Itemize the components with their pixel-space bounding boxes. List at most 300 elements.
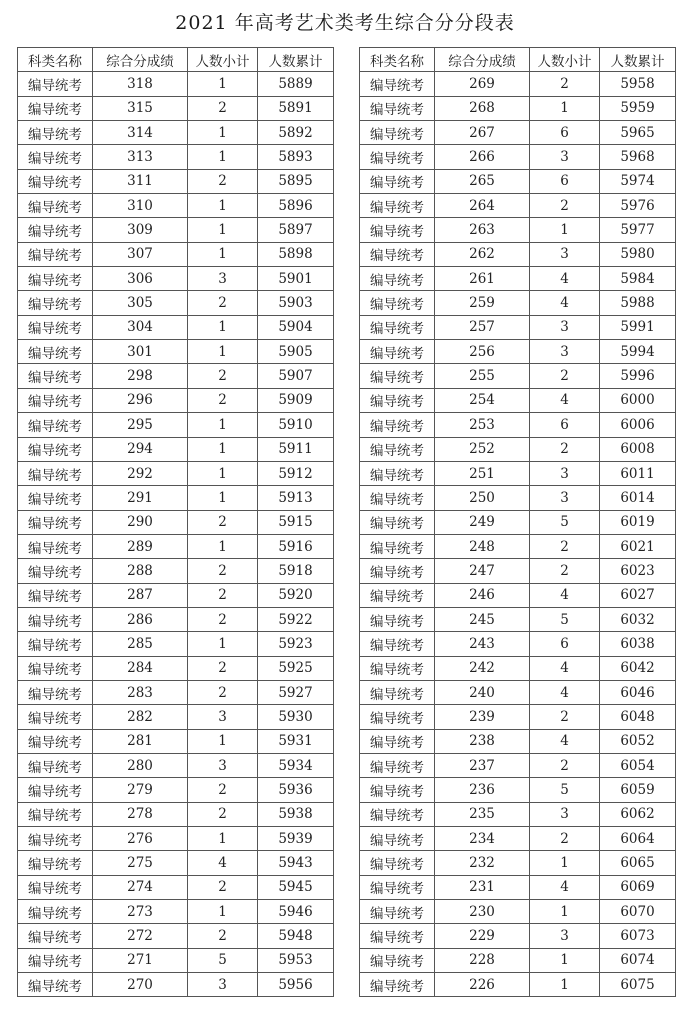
cell-score: 274 bbox=[93, 875, 188, 899]
table-row bbox=[360, 924, 676, 948]
cell-category: 编导统考 bbox=[18, 973, 93, 997]
cell-count: 2 bbox=[188, 656, 258, 680]
table-row bbox=[360, 973, 676, 997]
cell-category: 编导统考 bbox=[18, 729, 93, 753]
cell-cumulative: 6070 bbox=[600, 900, 676, 924]
table-row bbox=[18, 583, 334, 607]
cell-cumulative: 6023 bbox=[600, 559, 676, 583]
cell-category: 编导统考 bbox=[360, 680, 435, 704]
table-row bbox=[18, 461, 334, 485]
cell-cumulative: 5922 bbox=[258, 607, 334, 631]
cell-cumulative: 5923 bbox=[258, 632, 334, 656]
cell-score: 313 bbox=[93, 145, 188, 169]
cell-category: 编导统考 bbox=[360, 534, 435, 558]
cell-category: 编导统考 bbox=[18, 145, 93, 169]
table-row bbox=[360, 559, 676, 583]
cell-cumulative: 5915 bbox=[258, 510, 334, 534]
cell-score: 252 bbox=[435, 437, 530, 461]
cell-category: 编导统考 bbox=[360, 802, 435, 826]
cell-score: 257 bbox=[435, 315, 530, 339]
cell-score: 237 bbox=[435, 753, 530, 777]
cell-count: 2 bbox=[188, 364, 258, 388]
cell-count: 1 bbox=[530, 218, 600, 242]
cell-count: 6 bbox=[530, 169, 600, 193]
cell-category: 编导统考 bbox=[18, 559, 93, 583]
cell-score: 284 bbox=[93, 656, 188, 680]
cell-score: 285 bbox=[93, 632, 188, 656]
cell-score: 309 bbox=[93, 218, 188, 242]
cell-cumulative: 5925 bbox=[258, 656, 334, 680]
cell-cumulative: 5920 bbox=[258, 583, 334, 607]
cell-count: 3 bbox=[188, 973, 258, 997]
cell-score: 296 bbox=[93, 388, 188, 412]
table-row bbox=[360, 900, 676, 924]
cell-cumulative: 5991 bbox=[600, 315, 676, 339]
cell-score: 305 bbox=[93, 291, 188, 315]
cell-count: 3 bbox=[188, 705, 258, 729]
cell-count: 2 bbox=[530, 364, 600, 388]
table-row bbox=[360, 388, 676, 412]
cell-score: 261 bbox=[435, 267, 530, 291]
cell-category: 编导统考 bbox=[18, 924, 93, 948]
cell-count: 4 bbox=[188, 851, 258, 875]
table-row bbox=[360, 656, 676, 680]
table-row bbox=[18, 364, 334, 388]
cell-score: 278 bbox=[93, 802, 188, 826]
cell-score: 236 bbox=[435, 778, 530, 802]
cell-count: 3 bbox=[188, 267, 258, 291]
table-row bbox=[360, 851, 676, 875]
cell-count: 2 bbox=[188, 583, 258, 607]
cell-score: 281 bbox=[93, 729, 188, 753]
cell-score: 301 bbox=[93, 340, 188, 364]
cell-cumulative: 5913 bbox=[258, 486, 334, 510]
table-row bbox=[18, 705, 334, 729]
cell-count: 2 bbox=[530, 437, 600, 461]
header-score: 综合分成绩 bbox=[93, 48, 188, 72]
cell-category: 编导统考 bbox=[360, 145, 435, 169]
table-row bbox=[18, 242, 334, 266]
table-row bbox=[360, 729, 676, 753]
table-row bbox=[18, 753, 334, 777]
table-row bbox=[18, 72, 334, 96]
cell-count: 6 bbox=[530, 121, 600, 145]
cell-category: 编导统考 bbox=[18, 607, 93, 631]
table-row bbox=[18, 778, 334, 802]
cell-count: 2 bbox=[188, 875, 258, 899]
cell-score: 226 bbox=[435, 973, 530, 997]
cell-score: 271 bbox=[93, 948, 188, 972]
header-category: 科类名称 bbox=[18, 48, 93, 72]
cell-count: 2 bbox=[530, 705, 600, 729]
cell-cumulative: 5904 bbox=[258, 315, 334, 339]
cell-cumulative: 6048 bbox=[600, 705, 676, 729]
cell-count: 1 bbox=[188, 121, 258, 145]
cell-score: 306 bbox=[93, 267, 188, 291]
cell-category: 编导统考 bbox=[360, 656, 435, 680]
cell-count: 4 bbox=[530, 291, 600, 315]
cell-cumulative: 5911 bbox=[258, 437, 334, 461]
cell-count: 2 bbox=[530, 753, 600, 777]
table-row bbox=[18, 291, 334, 315]
cell-cumulative: 5903 bbox=[258, 291, 334, 315]
cell-count: 4 bbox=[530, 583, 600, 607]
cell-cumulative: 6027 bbox=[600, 583, 676, 607]
cell-score: 314 bbox=[93, 121, 188, 145]
cell-count: 1 bbox=[188, 827, 258, 851]
cell-count: 3 bbox=[530, 461, 600, 485]
cell-category: 编导统考 bbox=[360, 753, 435, 777]
cell-count: 1 bbox=[530, 96, 600, 120]
cell-count: 1 bbox=[188, 534, 258, 558]
table-row bbox=[360, 96, 676, 120]
cell-cumulative: 5896 bbox=[258, 194, 334, 218]
score-table-right bbox=[359, 47, 676, 997]
cell-count: 3 bbox=[530, 802, 600, 826]
cell-count: 1 bbox=[188, 437, 258, 461]
table-row bbox=[360, 827, 676, 851]
cell-count: 1 bbox=[188, 145, 258, 169]
cell-score: 239 bbox=[435, 705, 530, 729]
table-row bbox=[18, 729, 334, 753]
cell-count: 2 bbox=[188, 924, 258, 948]
table-row bbox=[18, 900, 334, 924]
header-count: 人数小计 bbox=[530, 48, 600, 72]
cell-cumulative: 5946 bbox=[258, 900, 334, 924]
cell-score: 248 bbox=[435, 534, 530, 558]
table-row bbox=[18, 948, 334, 972]
table-row bbox=[360, 315, 676, 339]
cell-count: 2 bbox=[188, 510, 258, 534]
cell-count: 4 bbox=[530, 656, 600, 680]
cell-score: 255 bbox=[435, 364, 530, 388]
cell-cumulative: 6073 bbox=[600, 924, 676, 948]
cell-count: 5 bbox=[188, 948, 258, 972]
cell-cumulative: 6019 bbox=[600, 510, 676, 534]
cell-count: 2 bbox=[188, 388, 258, 412]
cell-cumulative: 5895 bbox=[258, 169, 334, 193]
cell-count: 2 bbox=[188, 169, 258, 193]
cell-cumulative: 5939 bbox=[258, 827, 334, 851]
cell-score: 243 bbox=[435, 632, 530, 656]
cell-category: 编导统考 bbox=[18, 194, 93, 218]
cell-score: 311 bbox=[93, 169, 188, 193]
cell-cumulative: 5907 bbox=[258, 364, 334, 388]
cell-category: 编导统考 bbox=[360, 96, 435, 120]
cell-cumulative: 6038 bbox=[600, 632, 676, 656]
cell-cumulative: 5938 bbox=[258, 802, 334, 826]
cell-category: 编导统考 bbox=[360, 413, 435, 437]
cell-score: 265 bbox=[435, 169, 530, 193]
cell-score: 228 bbox=[435, 948, 530, 972]
header-row bbox=[360, 48, 676, 72]
cell-count: 1 bbox=[530, 900, 600, 924]
cell-category: 编导统考 bbox=[18, 875, 93, 899]
cell-score: 307 bbox=[93, 242, 188, 266]
table-row bbox=[360, 437, 676, 461]
cell-count: 5 bbox=[530, 778, 600, 802]
cell-cumulative: 5996 bbox=[600, 364, 676, 388]
cell-category: 编导统考 bbox=[18, 851, 93, 875]
table-row bbox=[18, 437, 334, 461]
cell-category: 编导统考 bbox=[18, 96, 93, 120]
cell-category: 编导统考 bbox=[360, 559, 435, 583]
cell-category: 编导统考 bbox=[18, 510, 93, 534]
cell-count: 1 bbox=[188, 242, 258, 266]
cell-count: 4 bbox=[530, 680, 600, 704]
cell-cumulative: 5910 bbox=[258, 413, 334, 437]
table-row bbox=[18, 486, 334, 510]
cell-score: 291 bbox=[93, 486, 188, 510]
cell-score: 256 bbox=[435, 340, 530, 364]
cell-category: 编导统考 bbox=[18, 315, 93, 339]
cell-score: 267 bbox=[435, 121, 530, 145]
cell-cumulative: 5976 bbox=[600, 194, 676, 218]
table-row bbox=[360, 169, 676, 193]
cell-cumulative: 5909 bbox=[258, 388, 334, 412]
cell-score: 283 bbox=[93, 680, 188, 704]
table-row bbox=[18, 267, 334, 291]
cell-cumulative: 5901 bbox=[258, 267, 334, 291]
cell-category: 编导统考 bbox=[360, 194, 435, 218]
cell-cumulative: 5912 bbox=[258, 461, 334, 485]
cell-category: 编导统考 bbox=[18, 534, 93, 558]
cell-count: 1 bbox=[188, 72, 258, 96]
cell-cumulative: 5956 bbox=[258, 973, 334, 997]
cell-score: 289 bbox=[93, 534, 188, 558]
cell-cumulative: 5953 bbox=[258, 948, 334, 972]
table-row bbox=[360, 121, 676, 145]
table-row bbox=[18, 145, 334, 169]
cell-score: 240 bbox=[435, 680, 530, 704]
table-row bbox=[360, 194, 676, 218]
cell-cumulative: 6062 bbox=[600, 802, 676, 826]
cell-category: 编导统考 bbox=[360, 121, 435, 145]
table-row bbox=[360, 145, 676, 169]
table-row bbox=[360, 267, 676, 291]
cell-cumulative: 6021 bbox=[600, 534, 676, 558]
cell-category: 编导统考 bbox=[360, 291, 435, 315]
cell-count: 2 bbox=[188, 778, 258, 802]
table-row bbox=[18, 96, 334, 120]
table-row bbox=[18, 656, 334, 680]
cell-cumulative: 6032 bbox=[600, 607, 676, 631]
cell-score: 235 bbox=[435, 802, 530, 826]
cell-count: 2 bbox=[188, 680, 258, 704]
cell-count: 1 bbox=[188, 340, 258, 364]
cell-score: 264 bbox=[435, 194, 530, 218]
cell-category: 编导统考 bbox=[360, 778, 435, 802]
table-row bbox=[360, 510, 676, 534]
header-cumulative: 人数累计 bbox=[600, 48, 676, 72]
table-row bbox=[18, 413, 334, 437]
table-row bbox=[360, 680, 676, 704]
cell-category: 编导统考 bbox=[18, 778, 93, 802]
table-row bbox=[18, 388, 334, 412]
cell-score: 238 bbox=[435, 729, 530, 753]
cell-count: 4 bbox=[530, 267, 600, 291]
cell-category: 编导统考 bbox=[360, 461, 435, 485]
cell-score: 287 bbox=[93, 583, 188, 607]
cell-cumulative: 5905 bbox=[258, 340, 334, 364]
table-row bbox=[360, 291, 676, 315]
cell-count: 3 bbox=[530, 145, 600, 169]
cell-category: 编导统考 bbox=[360, 364, 435, 388]
cell-cumulative: 6075 bbox=[600, 973, 676, 997]
cell-count: 1 bbox=[188, 315, 258, 339]
cell-score: 275 bbox=[93, 851, 188, 875]
cell-count: 2 bbox=[530, 194, 600, 218]
cell-category: 编导统考 bbox=[18, 948, 93, 972]
cell-category: 编导统考 bbox=[18, 437, 93, 461]
table-row bbox=[18, 534, 334, 558]
table-row bbox=[18, 559, 334, 583]
cell-cumulative: 5892 bbox=[258, 121, 334, 145]
cell-category: 编导统考 bbox=[360, 900, 435, 924]
header-score: 综合分成绩 bbox=[435, 48, 530, 72]
table-row bbox=[360, 413, 676, 437]
header-count: 人数小计 bbox=[188, 48, 258, 72]
cell-cumulative: 5936 bbox=[258, 778, 334, 802]
cell-category: 编导统考 bbox=[18, 242, 93, 266]
table-row bbox=[360, 242, 676, 266]
cell-count: 1 bbox=[188, 486, 258, 510]
table-row bbox=[360, 753, 676, 777]
cell-count: 4 bbox=[530, 875, 600, 899]
cell-category: 编导统考 bbox=[360, 72, 435, 96]
cell-category: 编导统考 bbox=[18, 632, 93, 656]
header-cumulative: 人数累计 bbox=[258, 48, 334, 72]
cell-cumulative: 6011 bbox=[600, 461, 676, 485]
table-row bbox=[360, 218, 676, 242]
table-row bbox=[18, 315, 334, 339]
cell-count: 2 bbox=[188, 96, 258, 120]
cell-count: 1 bbox=[188, 729, 258, 753]
cell-cumulative: 5893 bbox=[258, 145, 334, 169]
cell-score: 295 bbox=[93, 413, 188, 437]
cell-score: 270 bbox=[93, 973, 188, 997]
cell-cumulative: 6064 bbox=[600, 827, 676, 851]
cell-category: 编导统考 bbox=[360, 437, 435, 461]
cell-cumulative: 5930 bbox=[258, 705, 334, 729]
cell-score: 253 bbox=[435, 413, 530, 437]
cell-count: 2 bbox=[188, 291, 258, 315]
cell-cumulative: 5898 bbox=[258, 242, 334, 266]
cell-category: 编导统考 bbox=[360, 607, 435, 631]
cell-category: 编导统考 bbox=[360, 242, 435, 266]
cell-cumulative: 5943 bbox=[258, 851, 334, 875]
cell-category: 编导统考 bbox=[360, 486, 435, 510]
cell-count: 1 bbox=[188, 632, 258, 656]
cell-category: 编导统考 bbox=[18, 364, 93, 388]
cell-count: 2 bbox=[530, 534, 600, 558]
cell-cumulative: 6074 bbox=[600, 948, 676, 972]
table-row bbox=[360, 948, 676, 972]
cell-cumulative: 5916 bbox=[258, 534, 334, 558]
cell-category: 编导统考 bbox=[360, 315, 435, 339]
table-row bbox=[18, 924, 334, 948]
cell-cumulative: 5994 bbox=[600, 340, 676, 364]
cell-category: 编导统考 bbox=[360, 924, 435, 948]
cell-cumulative: 5934 bbox=[258, 753, 334, 777]
cell-cumulative: 5988 bbox=[600, 291, 676, 315]
cell-category: 编导统考 bbox=[18, 461, 93, 485]
cell-score: 273 bbox=[93, 900, 188, 924]
table-row bbox=[360, 364, 676, 388]
cell-score: 276 bbox=[93, 827, 188, 851]
cell-score: 318 bbox=[93, 72, 188, 96]
score-table-left bbox=[17, 47, 334, 997]
table-row bbox=[18, 802, 334, 826]
cell-category: 编导统考 bbox=[360, 973, 435, 997]
cell-cumulative: 5927 bbox=[258, 680, 334, 704]
cell-category: 编导统考 bbox=[18, 340, 93, 364]
cell-score: 310 bbox=[93, 194, 188, 218]
cell-score: 242 bbox=[435, 656, 530, 680]
header-row bbox=[18, 48, 334, 72]
cell-score: 251 bbox=[435, 461, 530, 485]
cell-count: 6 bbox=[530, 413, 600, 437]
cell-cumulative: 5968 bbox=[600, 145, 676, 169]
cell-category: 编导统考 bbox=[360, 388, 435, 412]
cell-score: 232 bbox=[435, 851, 530, 875]
table-row bbox=[360, 802, 676, 826]
cell-category: 编导统考 bbox=[360, 340, 435, 364]
cell-category: 编导统考 bbox=[18, 656, 93, 680]
cell-count: 2 bbox=[188, 802, 258, 826]
table-row bbox=[360, 340, 676, 364]
cell-count: 3 bbox=[530, 315, 600, 339]
cell-cumulative: 5945 bbox=[258, 875, 334, 899]
cell-category: 编导统考 bbox=[18, 388, 93, 412]
cell-count: 3 bbox=[530, 340, 600, 364]
table-row bbox=[18, 169, 334, 193]
cell-count: 3 bbox=[530, 242, 600, 266]
table-row bbox=[18, 680, 334, 704]
cell-cumulative: 6052 bbox=[600, 729, 676, 753]
cell-score: 279 bbox=[93, 778, 188, 802]
table-row bbox=[360, 607, 676, 631]
cell-category: 编导统考 bbox=[360, 169, 435, 193]
cell-cumulative: 5980 bbox=[600, 242, 676, 266]
cell-score: 254 bbox=[435, 388, 530, 412]
cell-score: 268 bbox=[435, 96, 530, 120]
cell-score: 288 bbox=[93, 559, 188, 583]
table-row bbox=[18, 121, 334, 145]
table-row bbox=[360, 583, 676, 607]
cell-count: 1 bbox=[530, 948, 600, 972]
cell-count: 1 bbox=[188, 413, 258, 437]
cell-score: 294 bbox=[93, 437, 188, 461]
table-row bbox=[18, 973, 334, 997]
cell-cumulative: 5897 bbox=[258, 218, 334, 242]
cell-count: 1 bbox=[530, 973, 600, 997]
cell-score: 315 bbox=[93, 96, 188, 120]
cell-category: 编导统考 bbox=[18, 218, 93, 242]
table-row bbox=[360, 72, 676, 96]
table-row bbox=[360, 486, 676, 510]
cell-category: 编导统考 bbox=[360, 705, 435, 729]
table-row bbox=[18, 827, 334, 851]
cell-score: 229 bbox=[435, 924, 530, 948]
cell-cumulative: 5959 bbox=[600, 96, 676, 120]
cell-cumulative: 5889 bbox=[258, 72, 334, 96]
table-row bbox=[360, 461, 676, 485]
cell-category: 编导统考 bbox=[18, 583, 93, 607]
cell-category: 编导统考 bbox=[18, 486, 93, 510]
table-row bbox=[360, 778, 676, 802]
cell-cumulative: 6059 bbox=[600, 778, 676, 802]
